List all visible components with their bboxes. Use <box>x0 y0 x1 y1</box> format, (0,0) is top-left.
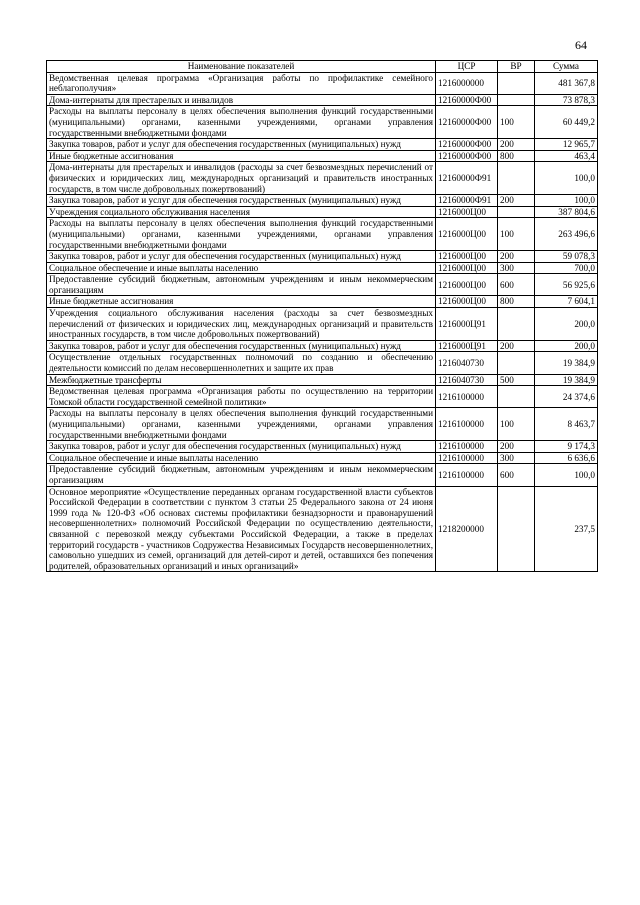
header-csr: ЦСР <box>436 61 498 73</box>
page-number: 64 <box>575 38 587 52</box>
row-vr: 100 <box>498 106 535 139</box>
row-name: Предоставление субсидий бюджетным, автономным учреждениям и иным некоммерческим организациям <box>47 464 436 486</box>
table-row <box>47 441 598 453</box>
row-vr: 600 <box>498 274 535 296</box>
row-sum: 100,0 <box>535 162 598 195</box>
row-vr <box>498 162 535 195</box>
table-row <box>47 308 598 341</box>
table-row <box>47 352 598 374</box>
table-body <box>47 72 598 572</box>
row-vr <box>498 352 535 374</box>
row-name: Социальное обеспечение и иные выплаты населению <box>47 452 436 464</box>
row-csr: 1216100000 <box>436 386 498 408</box>
row-vr: 600 <box>498 464 535 486</box>
table-row <box>47 374 598 386</box>
table-row <box>47 150 598 162</box>
row-sum: 56 925,6 <box>535 274 598 296</box>
row-sum: 700,0 <box>535 262 598 274</box>
table-row <box>47 94 598 106</box>
row-sum: 19 384,9 <box>535 374 598 386</box>
table-row <box>47 296 598 308</box>
row-csr: 12160000Ф00 <box>436 139 498 151</box>
row-sum: 60 449,2 <box>535 106 598 139</box>
row-csr: 1216000Ц00 <box>436 262 498 274</box>
row-name: Межбюджетные трансферты <box>47 374 436 386</box>
row-name: Ведомственная целевая программа «Организация работы по осуществлению на территории Томской области государственной семейной политики» <box>47 386 436 408</box>
row-vr: 200 <box>498 340 535 352</box>
table-row <box>47 262 598 274</box>
row-vr: 100 <box>498 218 535 251</box>
row-csr: 1216040730 <box>436 352 498 374</box>
table-row <box>47 162 598 195</box>
table-row <box>47 486 598 572</box>
table-row <box>47 218 598 251</box>
row-vr: 200 <box>498 195 535 207</box>
row-sum: 263 496,6 <box>535 218 598 251</box>
row-sum: 73 878,3 <box>535 94 598 106</box>
row-csr: 12160000Ф00 <box>436 106 498 139</box>
row-sum: 24 374,6 <box>535 386 598 408</box>
budget-table <box>46 60 598 572</box>
row-csr: 1216000Ц00 <box>436 206 498 218</box>
row-csr: 1216100000 <box>436 441 498 453</box>
table-row <box>47 464 598 486</box>
row-vr <box>498 72 535 94</box>
row-csr: 1216100000 <box>436 464 498 486</box>
row-name: Иные бюджетные ассигнования <box>47 296 436 308</box>
row-sum: 200,0 <box>535 340 598 352</box>
table-row <box>47 408 598 441</box>
row-sum: 19 384,9 <box>535 352 598 374</box>
row-sum: 100,0 <box>535 464 598 486</box>
row-sum: 481 367,8 <box>535 72 598 94</box>
row-sum: 9 174,3 <box>535 441 598 453</box>
row-csr: 1216000000 <box>436 72 498 94</box>
table-row <box>47 206 598 218</box>
row-vr <box>498 206 535 218</box>
row-vr <box>498 308 535 341</box>
row-sum: 7 604,1 <box>535 296 598 308</box>
row-csr: 12160000Ф00 <box>436 150 498 162</box>
row-csr: 1216100000 <box>436 452 498 464</box>
row-vr: 800 <box>498 296 535 308</box>
row-sum: 8 463,7 <box>535 408 598 441</box>
row-vr: 100 <box>498 408 535 441</box>
row-name: Закупка товаров, работ и услуг для обеспечения государственных (муниципальных) нужд <box>47 195 436 207</box>
row-vr <box>498 486 535 572</box>
row-name: Закупка товаров, работ и услуг для обеспечения государственных (муниципальных) нужд <box>47 441 436 453</box>
row-name: Ведомственная целевая программа «Организация работы по профилактике семейного неблагополучия» <box>47 72 436 94</box>
table-row <box>47 274 598 296</box>
row-vr: 800 <box>498 150 535 162</box>
row-csr: 12160000Ф00 <box>436 94 498 106</box>
row-csr: 1216000Ц00 <box>436 296 498 308</box>
row-vr: 200 <box>498 441 535 453</box>
row-sum: 387 804,6 <box>535 206 598 218</box>
row-name: Расходы на выплаты персоналу в целях обеспечения выполнения функций государственными (муниципальными) органами, казенными учреждениями, органами управления государственными внебюджетными фондами <box>47 106 436 139</box>
row-csr: 1216000Ц91 <box>436 340 498 352</box>
row-vr <box>498 386 535 408</box>
row-csr: 1216100000 <box>436 408 498 441</box>
row-vr: 300 <box>498 262 535 274</box>
row-vr: 200 <box>498 139 535 151</box>
row-name: Учреждения социального обслуживания населения (расходы за счет безвозмездных перечислений от физических и юридических лиц, международных организаций и правительств иностранных государств, в том числе добровольных пожертвований) <box>47 308 436 341</box>
row-csr: 1216000Ц00 <box>436 274 498 296</box>
header-name: Наименование показателей <box>47 61 436 73</box>
row-csr: 12160000Ф91 <box>436 195 498 207</box>
table-row <box>47 106 598 139</box>
header-sum: Сумма <box>535 61 598 73</box>
table-row <box>47 72 598 94</box>
row-name: Осуществление отдельных государственных полномочий по созданию и обеспечению деятельности комиссий по делам несовершеннолетних и защите их прав <box>47 352 436 374</box>
row-sum: 100,0 <box>535 195 598 207</box>
row-name: Закупка товаров, работ и услуг для обеспечения государственных (муниципальных) нужд <box>47 340 436 352</box>
row-name: Закупка товаров, работ и услуг для обеспечения государственных (муниципальных) нужд <box>47 251 436 263</box>
row-vr <box>498 94 535 106</box>
row-csr: 12160000Ф91 <box>436 162 498 195</box>
row-vr: 500 <box>498 374 535 386</box>
row-name: Основное мероприятие «Осуществление переданных органам государственной власти субъектов Российской Федерации в соответствии с пунктом 3 статьи 25 Федерального закона от 24 июня 1999 года № 120-ФЗ «Об основах системы профилактики безнадзорности и правонарушений несовершеннолетних» полномочий Российской Федерации по осуществлению деятельности, связанной с перевозкой между субъектами Российской Федерации, а также в пределах территорий государств - участников Содружества Независимых Государств несовершеннолетних, самовольно ушедших из семей, организаций для детей-сирот и детей, оставшихся без попечения родителей, образовательных организаций и иных организаций» <box>47 486 436 572</box>
row-name: Закупка товаров, работ и услуг для обеспечения государственных (муниципальных) нужд <box>47 139 436 151</box>
row-name: Расходы на выплаты персоналу в целях обеспечения выполнения функций государственными (муниципальными) органами, казенными учреждениями, органами управления государственными внебюджетными фондами <box>47 218 436 251</box>
row-sum: 463,4 <box>535 150 598 162</box>
row-name: Дома-интернаты для престарелых и инвалидов (расходы за счет безвозмездных перечислений от физических и юридических лиц, международных организаций и правительств иностранных государств, в том числе добровольных пожертвований) <box>47 162 436 195</box>
table-row <box>47 139 598 151</box>
row-sum: 200,0 <box>535 308 598 341</box>
row-sum: 12 965,7 <box>535 139 598 151</box>
row-csr: 1216000Ц00 <box>436 218 498 251</box>
row-vr: 200 <box>498 251 535 263</box>
table-row <box>47 195 598 207</box>
row-name: Иные бюджетные ассигнования <box>47 150 436 162</box>
table-row <box>47 251 598 263</box>
table-row <box>47 386 598 408</box>
row-sum: 59 078,3 <box>535 251 598 263</box>
table-row <box>47 452 598 464</box>
row-csr: 1216040730 <box>436 374 498 386</box>
row-name: Предоставление субсидий бюджетным, автономным учреждениям и иным некоммерческим организациям <box>47 274 436 296</box>
row-name: Расходы на выплаты персоналу в целях обеспечения выполнения функций государственными (муниципальными) органами, казенными учреждениями, органами управления государственными внебюджетными фондами <box>47 408 436 441</box>
row-name: Социальное обеспечение и иные выплаты населению <box>47 262 436 274</box>
table-row <box>47 340 598 352</box>
header-vr: ВР <box>498 61 535 73</box>
row-sum: 237,5 <box>535 486 598 572</box>
row-csr: 1216000Ц00 <box>436 251 498 263</box>
row-vr: 300 <box>498 452 535 464</box>
row-csr: 1216000Ц91 <box>436 308 498 341</box>
table-header-row <box>47 61 598 73</box>
row-csr: 1218200000 <box>436 486 498 572</box>
row-sum: 6 636,6 <box>535 452 598 464</box>
row-name: Учреждения социального обслуживания населения <box>47 206 436 218</box>
row-name: Дома-интернаты для престарелых и инвалидов <box>47 94 436 106</box>
